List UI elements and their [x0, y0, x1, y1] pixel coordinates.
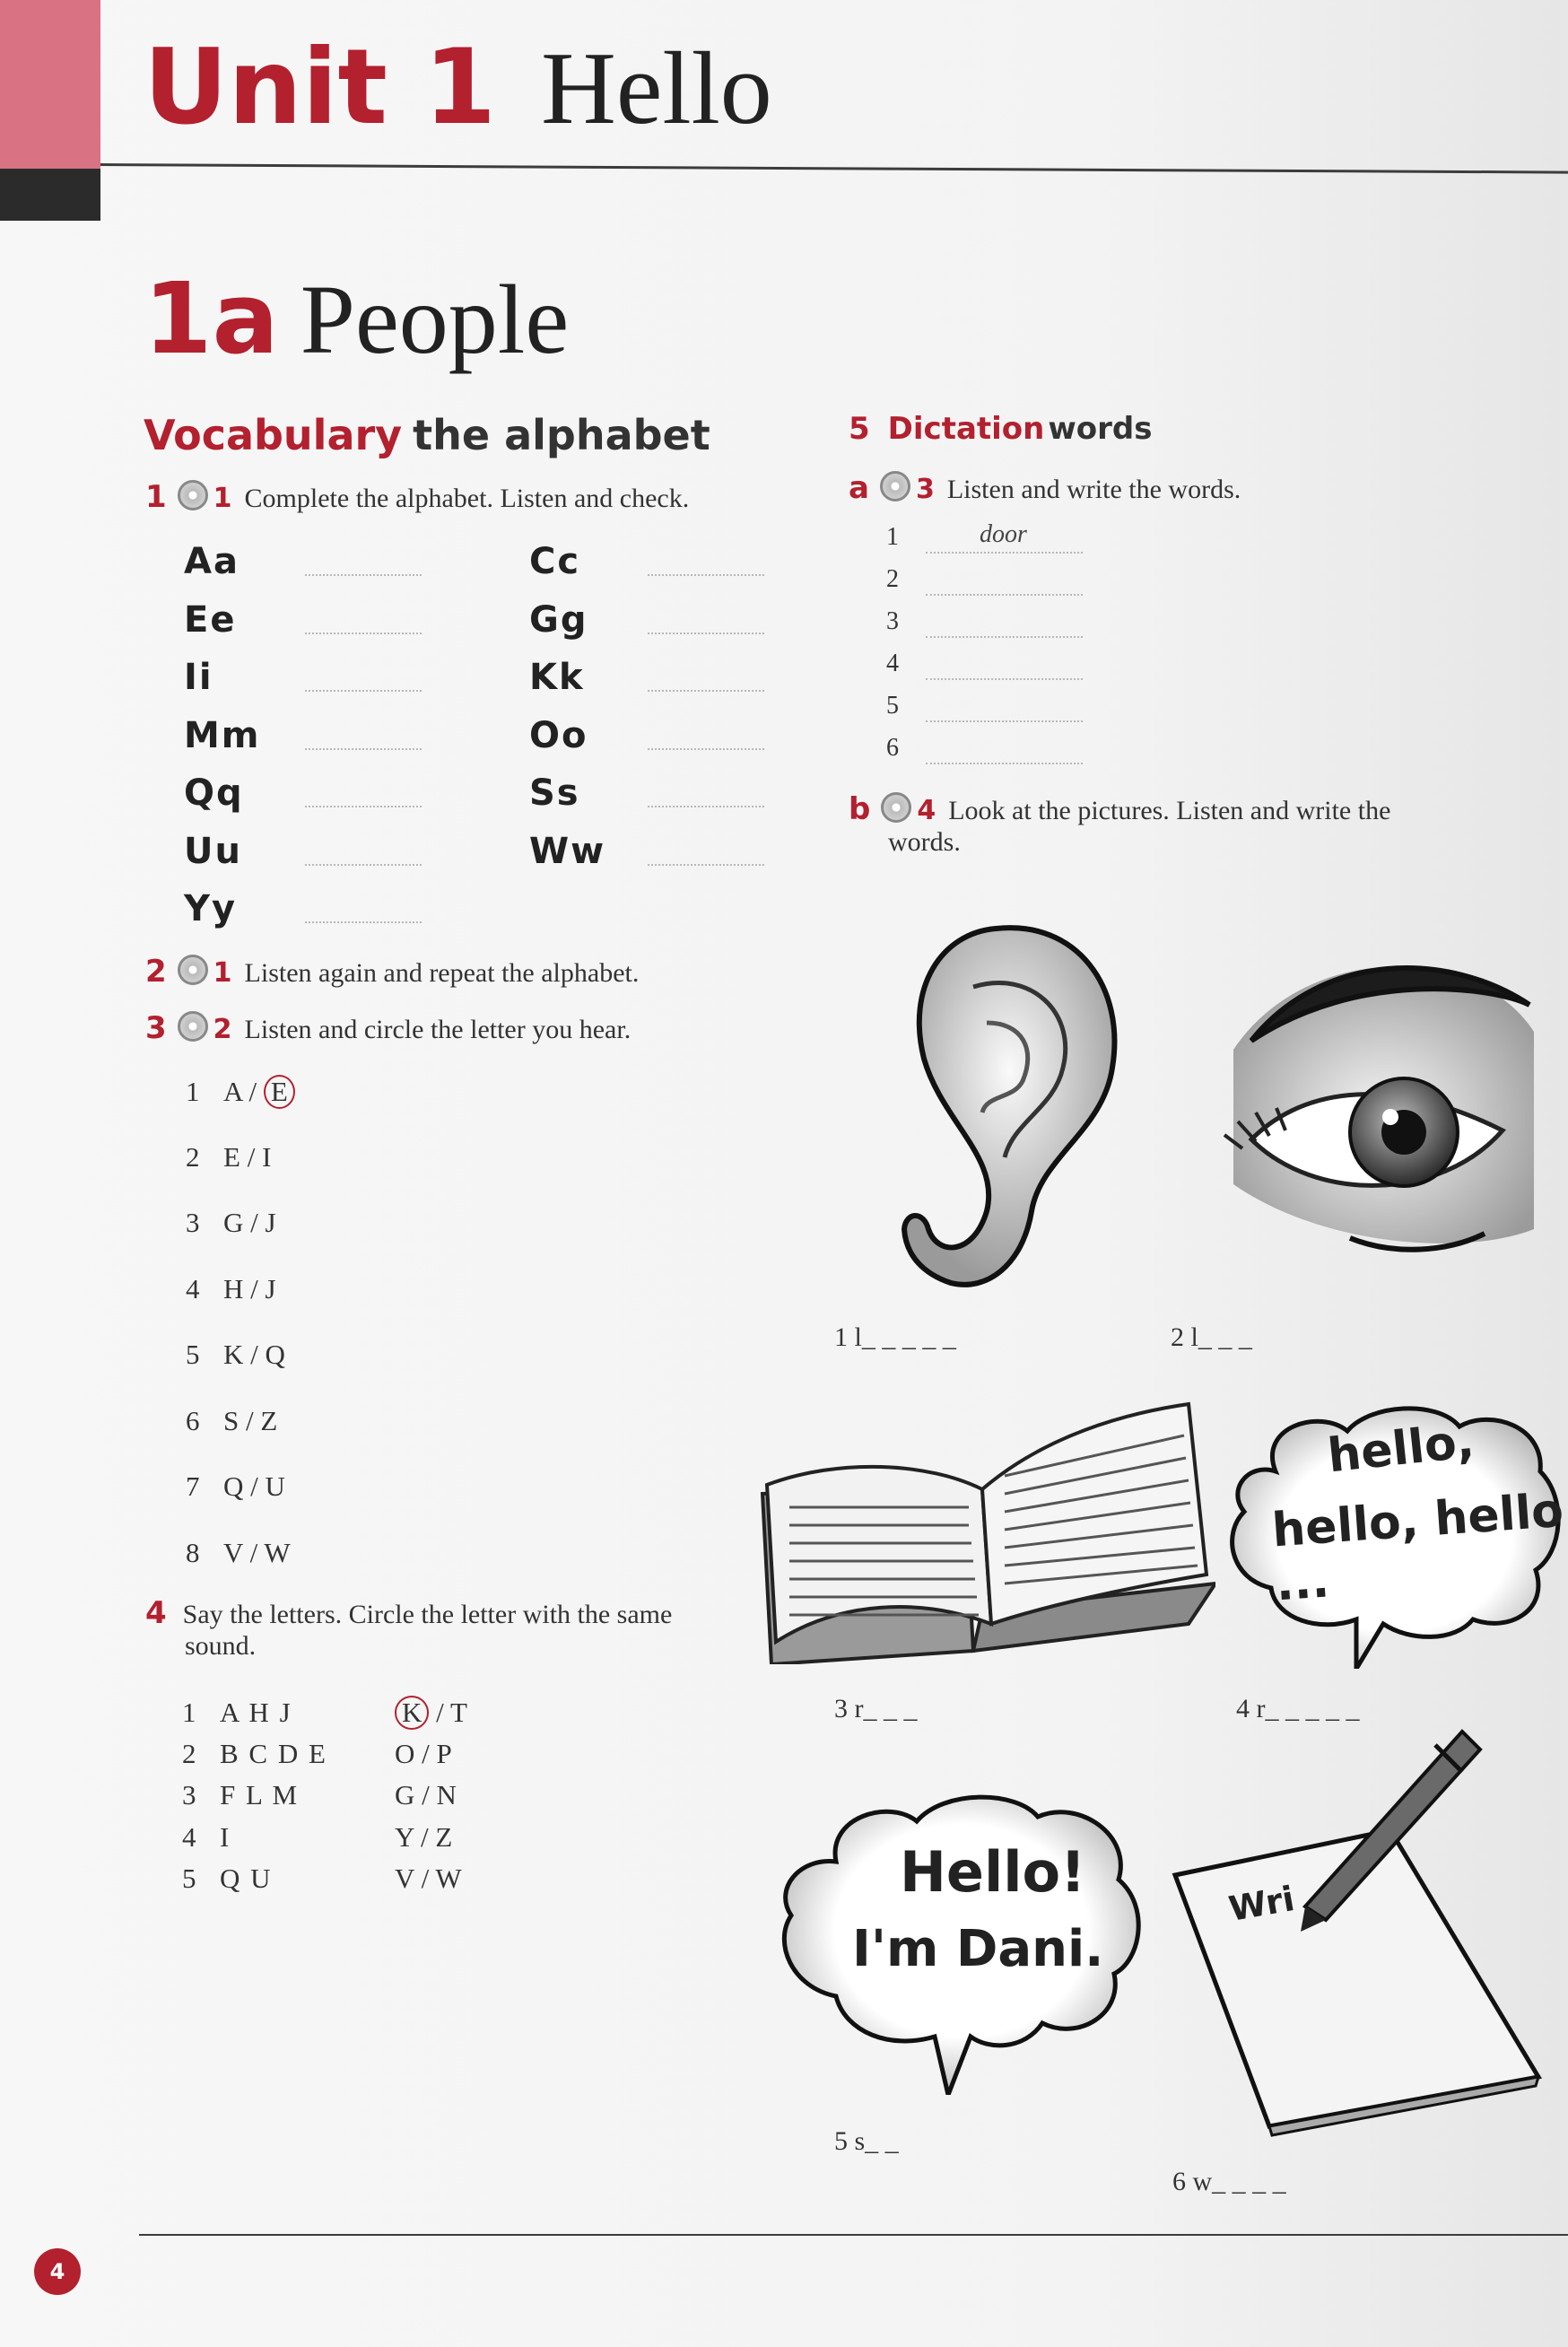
alphabet-letter-pair: Ww: [529, 830, 606, 872]
lesson-title: [144, 261, 570, 376]
picture-4-label: 4 r_ _ _ _ _: [1236, 1694, 1360, 1723]
dani-bubble-line-2: I'm Dani.: [852, 1920, 1104, 1978]
picture-2-label: 2 l_ _ _: [1171, 1322, 1252, 1352]
option-separator: /: [243, 1207, 266, 1238]
option-a[interactable]: A: [223, 1076, 242, 1107]
table-row: [182, 1821, 505, 1854]
dani-bubble-line-1: Hello!: [900, 1839, 1086, 1905]
exercise-text: Listen again and repeat the alphabet.: [244, 958, 640, 988]
lesson-name: People: [300, 265, 570, 374]
unit-dark-tab: [0, 169, 100, 221]
alphabet-blank[interactable]: [305, 748, 422, 750]
option-b[interactable]: U: [265, 1470, 285, 1502]
option-separator: /: [414, 1737, 437, 1769]
sub-exercise-letter: a: [849, 470, 869, 506]
alphabet-letter-pair: Ss: [529, 772, 580, 814]
letter-group: B C D E: [220, 1737, 327, 1769]
list-item: [186, 1141, 271, 1174]
dictation-blank[interactable]: [926, 678, 1083, 680]
option-b[interactable]: Z: [260, 1404, 278, 1436]
list-item: [186, 1405, 277, 1437]
exercise-text: Look at the pictures. Listen and write the: [948, 796, 1391, 825]
footer-rule: [139, 2234, 1568, 2236]
unit-title: [144, 27, 772, 148]
option-separator: /: [241, 1076, 264, 1107]
unit-name: Hello: [541, 31, 772, 146]
audio-cd-icon: [178, 480, 208, 510]
item-number: 1: [182, 1697, 196, 1728]
alphabet-blank[interactable]: [305, 806, 422, 807]
lesson-number: 1a: [144, 261, 279, 376]
exercise-text-line-2: sound.: [185, 1631, 257, 1661]
alphabet-blank[interactable]: [305, 633, 422, 634]
table-row: [182, 1738, 505, 1770]
item-number: 2: [186, 1140, 200, 1173]
hello-bubble-line-1: hello,: [1325, 1414, 1477, 1484]
exercise-text-line-2: words.: [888, 827, 961, 857]
option-a[interactable]: O: [395, 1737, 415, 1769]
book-picture: [749, 1395, 1215, 1664]
exercise-3-instruction: [145, 1010, 631, 1046]
item-number: 3: [182, 1779, 196, 1810]
option-a-circled[interactable]: K: [395, 1696, 429, 1730]
alphabet-letter-pair: Yy: [184, 888, 238, 929]
option-a[interactable]: V: [395, 1863, 414, 1894]
hello-bubble-line-2: hello, hello ...: [1270, 1483, 1565, 1612]
exercise-number: 3: [145, 1010, 167, 1046]
dictation-line-number: 5: [886, 692, 899, 720]
dictation-blank[interactable]: [926, 552, 1083, 554]
item-number: 5: [186, 1339, 200, 1370]
track-number: 4: [917, 795, 936, 826]
dictation-blank[interactable]: [926, 636, 1083, 638]
page-number: 4: [34, 2248, 81, 2295]
option-a[interactable]: K: [223, 1339, 244, 1370]
audio-cd-icon: [178, 955, 208, 985]
exercise-text: Listen and write the words.: [946, 475, 1241, 504]
track-number: 1: [213, 483, 232, 514]
alphabet-letter-pair: Aa: [184, 541, 240, 582]
exercise-number: 5: [849, 411, 870, 447]
option-a[interactable]: E: [223, 1140, 240, 1173]
alphabet-blank[interactable]: [648, 633, 764, 634]
alphabet-letter-pair: Qq: [184, 772, 244, 814]
option-b[interactable]: N: [436, 1779, 457, 1810]
letter-group: F L M: [220, 1779, 300, 1810]
alphabet-letter-pair: Cc: [529, 541, 581, 582]
dictation-blank[interactable]: [926, 594, 1083, 596]
list-item: [186, 1470, 285, 1503]
audio-cd-icon: [880, 471, 910, 502]
letter-group: I: [220, 1820, 231, 1853]
item-number: 6: [186, 1404, 200, 1436]
unit-label: Unit 1: [144, 27, 497, 148]
dictation-line-number: 3: [886, 607, 899, 635]
option-b[interactable]: W: [435, 1863, 462, 1894]
option-separator: /: [429, 1697, 450, 1728]
picture-5-label: 5 s_ _: [834, 2126, 899, 2156]
alphabet-blank[interactable]: [305, 921, 422, 923]
dictation-blank[interactable]: [926, 763, 1083, 764]
exercise-number: 1: [145, 479, 167, 515]
vocabulary-subject: the alphabet: [413, 411, 710, 459]
alphabet-blank[interactable]: [305, 690, 422, 692]
option-b[interactable]: J: [265, 1207, 276, 1238]
option-b[interactable]: W: [264, 1536, 291, 1568]
exercise-text: Say the letters. Circle the letter with the same: [182, 1600, 673, 1629]
item-number: 7: [186, 1470, 200, 1502]
letter-group: A H J: [220, 1697, 292, 1728]
exercise-text: Complete the alphabet. Listen and check.: [244, 484, 690, 513]
alphabet-blank[interactable]: [648, 574, 764, 576]
option-a[interactable]: Q: [223, 1470, 244, 1502]
alphabet-blank[interactable]: [648, 806, 764, 807]
exercise-5b-instruction: [849, 791, 1530, 858]
option-separator: /: [239, 1404, 261, 1436]
item-number: 4: [186, 1272, 200, 1304]
option-a[interactable]: G: [223, 1207, 244, 1238]
alphabet-letter-pair: Uu: [184, 830, 242, 872]
exercise-5a-instruction: [849, 470, 1241, 506]
header-rule: [100, 163, 1568, 174]
ear-picture: [888, 915, 1130, 1292]
exercise-text: Listen and circle the letter you hear.: [244, 1015, 632, 1044]
option-separator: /: [414, 1863, 436, 1894]
option-b[interactable]: T: [449, 1697, 467, 1728]
exercise-4-instruction: [145, 1595, 737, 1662]
item-number: 8: [186, 1536, 200, 1568]
alphabet-blank[interactable]: [648, 864, 764, 866]
item-number: 3: [186, 1207, 200, 1238]
alphabet-blank[interactable]: [305, 864, 422, 866]
paper-handwriting: Wri: [1225, 1878, 1298, 1930]
track-number: 3: [915, 474, 935, 505]
option-a[interactable]: S: [223, 1404, 240, 1436]
option-a[interactable]: V: [223, 1536, 243, 1568]
exercise-number: 4: [145, 1595, 167, 1631]
table-row: [182, 1696, 505, 1730]
exercise-2-instruction: [145, 954, 639, 990]
option-b-circled[interactable]: E: [264, 1075, 295, 1109]
track-number: 2: [213, 1014, 232, 1045]
exercise-number: 2: [145, 954, 167, 990]
dictation-line-number: 1: [886, 523, 899, 551]
alphabet-letter-pair: Oo: [529, 714, 588, 756]
alphabet-letter-pair: Ii: [184, 657, 213, 698]
exercise-5-heading: [849, 411, 1153, 447]
option-separator: /: [240, 1140, 263, 1173]
audio-cd-icon: [881, 792, 911, 823]
option-a[interactable]: G: [395, 1779, 415, 1810]
list-item: [186, 1273, 276, 1305]
alphabet-letter-pair: Gg: [529, 598, 588, 641]
item-number: 4: [182, 1820, 196, 1853]
dictation-line-number: 4: [886, 650, 899, 677]
vocabulary-keyword: Vocabulary: [144, 411, 403, 459]
list-item: [186, 1075, 295, 1109]
dictation-line-number: 6: [886, 734, 899, 762]
picture-6-label: 6 w_ _ _ _: [1172, 2167, 1286, 2196]
option-separator: /: [243, 1339, 266, 1370]
item-number: 5: [182, 1863, 196, 1894]
item-number: 1: [186, 1076, 200, 1107]
option-a[interactable]: H: [223, 1272, 244, 1304]
dictation-line-number: 2: [886, 565, 899, 593]
option-b[interactable]: Z: [435, 1820, 453, 1853]
option-separator: /: [242, 1536, 265, 1568]
option-a[interactable]: Y: [395, 1820, 414, 1853]
option-separator: /: [414, 1820, 436, 1853]
picture-3-label: 3 r_ _ _: [834, 1694, 918, 1723]
unit-color-tab: [0, 0, 100, 169]
sub-exercise-letter: b: [849, 791, 871, 827]
alphabet-letter-pair: Kk: [529, 657, 585, 698]
option-separator: /: [414, 1779, 437, 1810]
letter-group: Q U: [220, 1863, 273, 1894]
audio-cd-icon: [178, 1011, 208, 1042]
list-item: [186, 1207, 276, 1239]
dictation-subject: words: [1048, 411, 1153, 447]
eye-picture: [1215, 933, 1538, 1274]
option-b[interactable]: J: [265, 1272, 276, 1304]
alphabet-letter-pair: Mm: [184, 714, 261, 756]
alphabet-blank[interactable]: [305, 574, 422, 576]
list-item: [186, 1537, 291, 1569]
dictation-example-answer: door: [980, 520, 1027, 548]
picture-1-label: 1 l_ _ _ _ _: [834, 1322, 956, 1352]
option-separator: /: [243, 1272, 266, 1304]
option-separator: /: [243, 1470, 266, 1502]
option-b[interactable]: Q: [265, 1339, 285, 1370]
alphabet-letter-pair: Ee: [184, 598, 237, 641]
item-number: 2: [182, 1737, 196, 1769]
dictation-keyword: Dictation: [887, 411, 1045, 447]
table-row: [182, 1779, 505, 1811]
table-row: [182, 1863, 505, 1895]
exercise-1-instruction: [145, 479, 689, 515]
writing-paper-picture: [1166, 1727, 1543, 2149]
option-b[interactable]: I: [262, 1140, 272, 1173]
alphabet-blank[interactable]: [648, 748, 764, 750]
track-number: 1: [213, 957, 232, 989]
list-item: [186, 1339, 285, 1371]
alphabet-blank[interactable]: [648, 690, 764, 692]
vocabulary-heading: [144, 411, 710, 459]
option-b[interactable]: P: [436, 1737, 452, 1769]
dictation-blank[interactable]: [926, 720, 1083, 722]
